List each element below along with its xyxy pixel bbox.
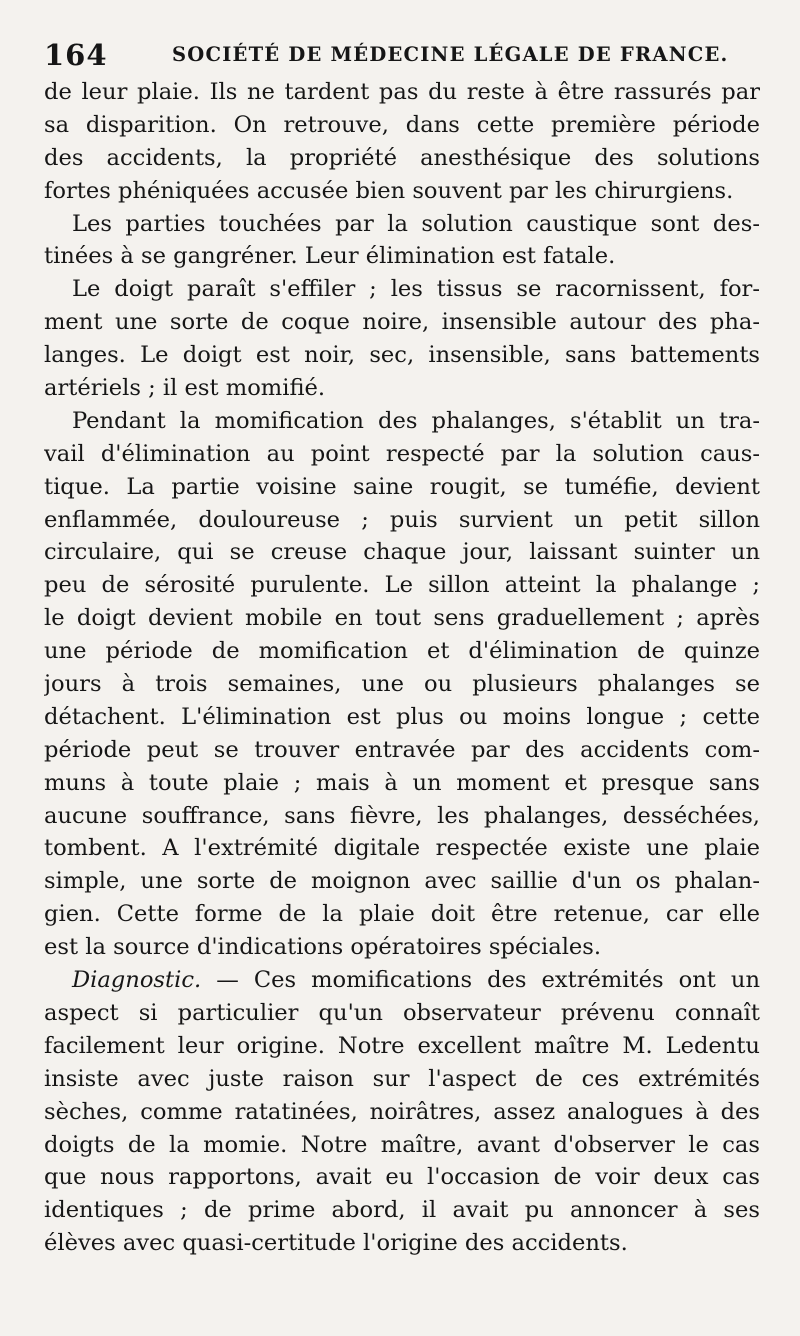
text-line: doigts de la momie. Notre maître, avant d'observer le cas	[44, 1131, 760, 1158]
text-line: détachent. L'élimination est plus ou moins longue ; cette	[44, 703, 760, 730]
text-line: enflammée, douloureuse ; puis survient un petit sillon	[44, 506, 760, 533]
text-line: circulaire, qui se creuse chaque jour, laissant suinter un	[44, 539, 760, 566]
page-number: 164	[44, 38, 108, 72]
text-line: est la source d'indications opératoires spéciales.	[44, 934, 602, 961]
text-line: peu de sérosité purulente. Le sillon atteint la phalange ;	[44, 572, 760, 599]
text-line: vail d'élimination au point respecté par la solution caus-	[44, 440, 760, 467]
text-line: tombent. A l'extrémité digitale respectée existe une plaie	[44, 835, 760, 862]
text-line: Les parties touchées par la solution caustique sont des-	[72, 210, 760, 237]
text-line: muns à toute plaie ; mais à un moment et presque sans	[44, 769, 760, 796]
text-line: ment une sorte de coque noire, insensible autour des pha-	[44, 309, 760, 336]
text-line: gien. Cette forme de la plaie doit être retenue, car elle	[44, 901, 760, 928]
text-line: tinées à se gangréner. Leur élimination est fatale.	[44, 243, 616, 270]
text-line: aspect si particulier qu'un observateur prévenu connaît	[44, 999, 760, 1026]
running-title: SOCIÉTÉ DE MÉDECINE LÉGALE DE FRANCE.	[172, 43, 729, 66]
text-line: artériels ; il est momifié.	[44, 375, 326, 402]
text-line: élèves avec quasi-certitude l'origine des accidents.	[44, 1230, 628, 1257]
text-line: facilement leur origine. Notre excellent maître M. Ledentu	[44, 1032, 760, 1059]
text-line: simple, une sorte de moignon avec saillie d'un os phalan-	[44, 868, 760, 895]
text-line: le doigt devient mobile en tout sens graduellement ; après	[44, 605, 760, 632]
paragraph-diagnostic	[44, 964, 760, 1260]
paragraph	[44, 405, 760, 964]
text-line: insiste avec juste raison sur l'aspect de ces extrémités	[44, 1065, 760, 1092]
text-line: langes. Le doigt est noir, sec, insensible, sans battements	[44, 342, 760, 369]
paragraph	[44, 208, 760, 274]
text-line: sa disparition. On retrouve, dans cette première période	[44, 111, 760, 138]
text-line: fortes phéniquées accusée bien souvent par les chirurgiens.	[44, 177, 734, 204]
text-line	[44, 964, 760, 997]
text-line: de leur plaie. Ils ne tardent pas du reste à être rassurés par	[44, 79, 760, 105]
text-line: jours à trois semaines, une ou plusieurs phalanges se	[44, 671, 760, 698]
text-line: des accidents, la propriété anesthésique des solutions	[44, 144, 760, 171]
text-line: une période de momification et d'élimination de quinze	[44, 638, 760, 665]
text-line: Le doigt paraît s'effiler ; les tissus se racornissent, for-	[72, 276, 760, 303]
text-line: Pendant la momification des phalanges, s'établit un tra-	[72, 407, 760, 434]
body-text	[44, 76, 760, 1260]
paragraph	[44, 273, 760, 405]
text-line: tique. La partie voisine saine rougit, se tuméfie, devient	[44, 473, 760, 500]
paragraph	[44, 76, 760, 208]
text-line: identiques ; de prime abord, il avait pu annoncer à ses	[44, 1197, 760, 1224]
text-line: que nous rapportons, avait eu l'occasion de voir deux cas	[44, 1164, 760, 1191]
text-line: aucune souffrance, sans fièvre, les phalanges, desséchées,	[44, 802, 760, 829]
text-fragment: — Ces momifications des extrémités ont un	[201, 967, 760, 994]
section-lead: Diagnostic.	[72, 967, 202, 994]
text-line: sèches, comme ratatinées, noirâtres, assez analogues à des	[44, 1098, 760, 1125]
page-header	[44, 34, 762, 74]
text-line: période peut se trouver entravée par des accidents com-	[44, 736, 760, 763]
